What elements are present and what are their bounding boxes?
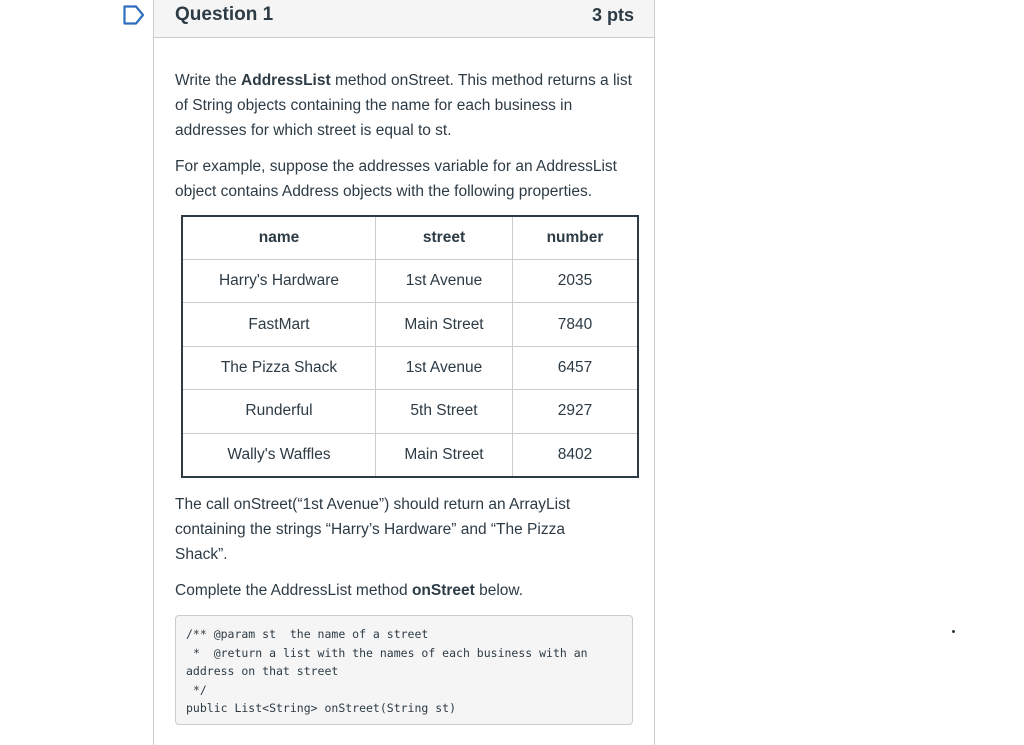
cell-street: Main Street xyxy=(376,433,513,477)
prompt-paragraph-2: For example, suppose the addresses variable for an AddressList object contains Address objects with the following properties. xyxy=(175,158,617,200)
cell-number: 2035 xyxy=(513,260,639,303)
cell-name: FastMart xyxy=(182,303,376,346)
table-row xyxy=(182,433,638,477)
column-header-number: number xyxy=(513,216,639,260)
column-header-street: street xyxy=(376,216,513,260)
code-block: /** @param st the name of a street * @return a list with the names of each business with an address on that street */ public List<String> onStreet(String st) xyxy=(175,615,633,725)
question-points: 3 pts xyxy=(591,5,634,25)
cell-street: 5th Street xyxy=(376,390,513,433)
address-table xyxy=(181,215,639,478)
cell-street: 1st Avenue xyxy=(376,260,513,303)
cell-number: 7840 xyxy=(513,303,639,346)
cell-name: Runderful xyxy=(182,390,376,433)
question-header xyxy=(154,0,654,38)
table-header-row xyxy=(182,216,638,260)
prompt-paragraph-3: The call onStreet(“1st Avenue”) should return an ArrayList containing the strings “Harry’s Hardware” and “The Pizza Shack”. xyxy=(175,496,571,563)
cell-name: Harry's Hardware xyxy=(182,260,376,303)
question-title: Question 1 xyxy=(175,4,274,25)
cell-street: Main Street xyxy=(376,303,513,346)
question-card xyxy=(153,0,655,745)
cell-number: 8402 xyxy=(513,433,639,477)
table-row xyxy=(182,346,638,389)
cell-street: 1st Avenue xyxy=(376,346,513,389)
column-header-name: name xyxy=(182,216,376,260)
table-row xyxy=(182,390,638,433)
prompt-paragraph-4: Complete the AddressList method onStreet below. xyxy=(175,582,524,599)
cell-name: The Pizza Shack xyxy=(182,346,376,389)
flag-question-icon[interactable] xyxy=(123,5,145,25)
table-row xyxy=(182,260,638,303)
prompt-paragraph-1: Write the AddressList method onStreet. This method returns a list of String objects containing the name for each business in addresses for which street is equal to st. xyxy=(175,72,632,139)
cell-number: 2927 xyxy=(513,390,639,433)
cell-name: Wally's Waffles xyxy=(182,433,376,477)
class-name-bold: AddressList xyxy=(241,72,331,89)
table-row xyxy=(182,303,638,346)
cell-number: 6457 xyxy=(513,346,639,389)
stray-dot xyxy=(952,630,955,633)
method-name-bold: onStreet xyxy=(411,582,475,599)
